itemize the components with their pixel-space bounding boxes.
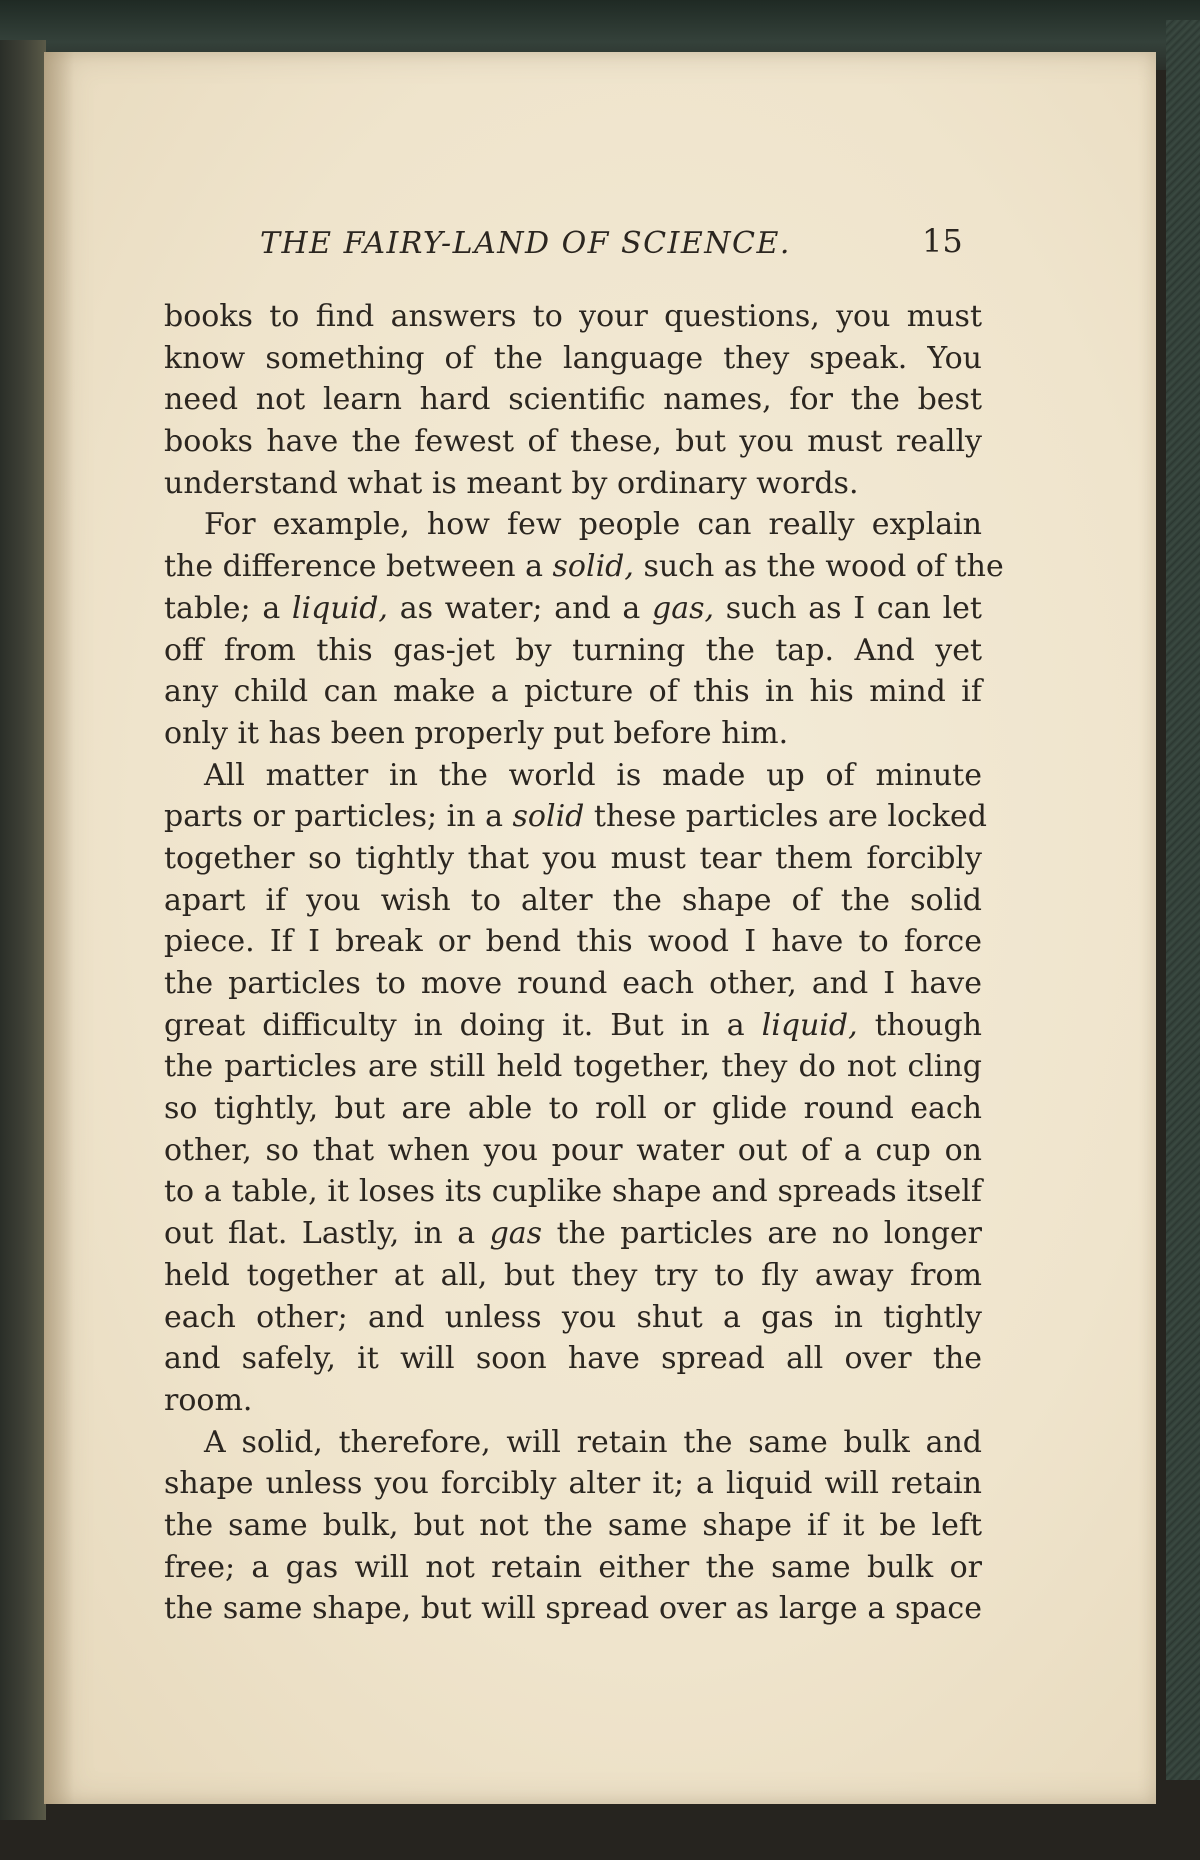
text-segment: these particles are locked <box>584 799 988 835</box>
text-segment: the same shape, but will spread over as large a space <box>164 1591 982 1627</box>
text-line <box>164 1046 982 1088</box>
text-segment: know something of the language they speak. You <box>164 340 982 376</box>
text-segment: such as the wood of the <box>633 549 1004 585</box>
text-segment: to a table, it loses its cuplike shape and spreads itself <box>164 1174 982 1210</box>
text-segment: great difficulty in doing it. But in a <box>164 1007 762 1043</box>
text-segment: piece. If I break or bend this wood I have to force <box>164 924 982 960</box>
text-segment: understand what is meant by ordinary words. <box>164 465 859 501</box>
page-gutter-shadow <box>44 52 74 1804</box>
text-line <box>164 588 982 630</box>
text-segment: only it has been properly put before him. <box>164 715 789 751</box>
text-line <box>164 1130 982 1172</box>
text-segment: the particles to move round each other, and I have <box>164 966 982 1001</box>
text-segment: though <box>857 1007 983 1043</box>
italic-term: gas, <box>651 590 715 626</box>
text-segment: such as I can let <box>714 590 982 626</box>
text-line <box>164 713 982 755</box>
text-segment: held together at all, but they try to fly away from <box>164 1257 982 1293</box>
text-segment: so tightly, but are able to roll or glide round each <box>164 1091 982 1127</box>
text-line <box>164 1255 982 1297</box>
text-segment: free; a gas will not retain either the same bulk or <box>164 1549 982 1585</box>
text-line <box>164 1380 982 1422</box>
text-line <box>164 296 982 338</box>
text-line <box>164 796 988 838</box>
text-segment: room. <box>164 1382 253 1418</box>
text-line <box>164 546 1004 588</box>
text-line <box>164 671 982 713</box>
text-segment: apart if you wish to alter the shape of the solid <box>164 882 982 918</box>
text-segment: and safely, it will soon have spread all over the <box>164 1341 982 1377</box>
text-segment: the same bulk, but not the same shape if it be left <box>164 1507 982 1543</box>
text-line <box>164 1505 982 1547</box>
text-line <box>164 1171 982 1213</box>
text-segment: off from this gas-jet by turning the tap. And yet <box>164 632 982 668</box>
text-line <box>164 338 982 380</box>
text-segment: A solid, therefore, will retain the same bulk and <box>204 1424 982 1460</box>
text-segment: books have the fewest of these, but you must really <box>164 424 982 460</box>
text-line <box>164 755 982 797</box>
text-line <box>164 1547 982 1589</box>
text-line <box>164 1297 982 1339</box>
text-line <box>164 1338 982 1380</box>
text-segment: table; a <box>164 590 292 626</box>
book-cover-right-edge <box>1166 20 1200 1780</box>
text-line <box>164 421 982 463</box>
text-line <box>164 838 982 880</box>
text-line <box>164 880 982 922</box>
text-line <box>164 963 982 1005</box>
text-segment: other, so that when you pour water out of a cup on <box>164 1132 982 1168</box>
italic-term: solid <box>512 799 585 835</box>
text-segment: parts or particles; in a <box>164 799 513 835</box>
italic-term: liquid, <box>291 590 388 626</box>
text-segment: out flat. Lastly, in a <box>164 1216 490 1252</box>
page-number: 15 <box>922 222 963 260</box>
body-text <box>164 296 1004 1630</box>
italic-term: solid, <box>552 549 634 585</box>
text-segment: together so tightly that you must tear them forcibly <box>164 840 982 876</box>
italic-term: gas <box>489 1216 543 1252</box>
text-segment: For example, how few people can really explain <box>204 507 982 543</box>
text-segment: the particles are still held together, they do not cling <box>164 1049 982 1085</box>
text-line <box>164 504 982 546</box>
text-segment: the difference between a <box>164 549 553 585</box>
text-line <box>164 1422 982 1464</box>
text-line <box>164 463 982 505</box>
text-line <box>164 630 982 672</box>
text-line <box>164 379 982 421</box>
text-line <box>164 1588 982 1630</box>
running-header-title: THE FAIRY-LAND OF SCIENCE. <box>260 226 791 261</box>
text-line <box>164 921 982 963</box>
italic-term: liquid, <box>761 1007 858 1043</box>
text-line <box>164 1213 982 1255</box>
text-segment: books to find answers to your questions, you must <box>164 299 982 334</box>
text-line <box>164 1005 982 1047</box>
text-segment: need not learn hard scientific names, for the best <box>164 382 982 418</box>
text-segment: as water; and a <box>387 590 652 626</box>
text-line <box>164 1088 982 1130</box>
book-spine-edge <box>0 40 46 1820</box>
text-segment: shape unless you forcibly alter it; a liquid will retain <box>164 1466 982 1502</box>
text-segment: each other; and unless you shut a gas in tightly <box>164 1299 982 1335</box>
text-line <box>164 1463 982 1505</box>
text-segment: the particles are no longer <box>542 1216 982 1252</box>
text-segment: All matter in the world is made up of minute <box>204 757 982 793</box>
text-segment: any child can make a picture of this in his mind if <box>164 674 982 710</box>
